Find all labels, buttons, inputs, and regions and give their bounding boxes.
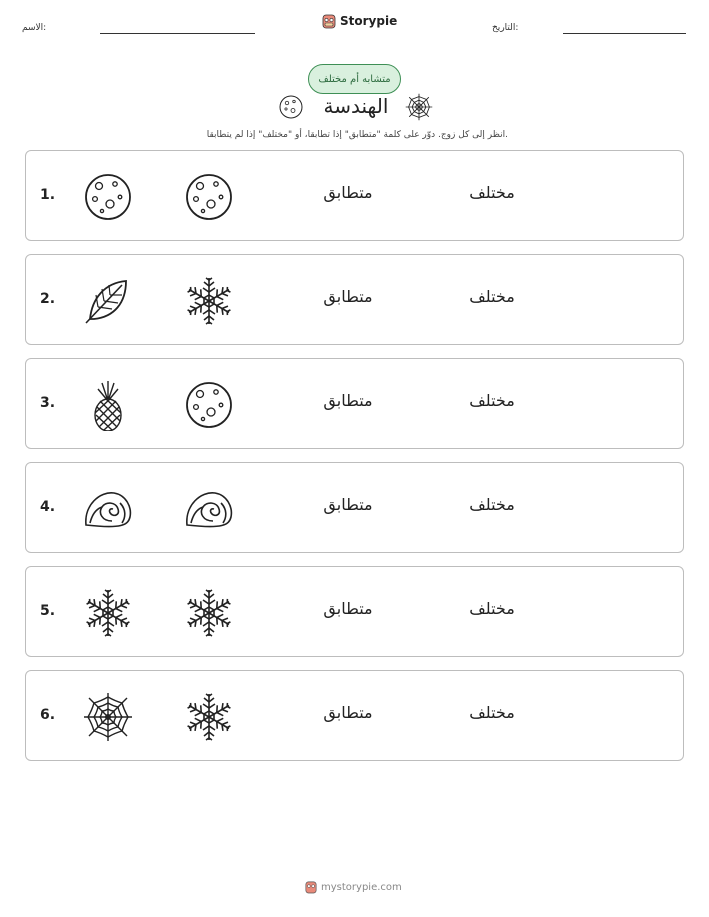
question-number: 2. — [40, 291, 56, 307]
spider-web-icon — [82, 691, 134, 743]
question-number: 6. — [40, 707, 56, 723]
footer — [305, 880, 402, 894]
spider-web-icon — [404, 92, 434, 122]
question-number: 5. — [40, 603, 56, 619]
option-different[interactable]: مختلف — [469, 287, 515, 306]
snail-shell-icon — [183, 483, 235, 535]
option-same[interactable]: متطابق — [323, 183, 373, 202]
option-same[interactable]: متطابق — [323, 599, 373, 618]
option-same[interactable]: متطابق — [323, 391, 373, 410]
question-row-5 — [25, 566, 684, 657]
moon-icon — [278, 94, 304, 120]
footer-site-link[interactable]: mystorypie.com — [321, 881, 402, 893]
page-title: الهندسة — [323, 94, 389, 118]
moon-icon — [183, 379, 235, 431]
question-number: 3. — [40, 395, 56, 411]
moon-icon — [183, 171, 235, 223]
date-line — [563, 33, 686, 34]
name-label: الاسم: — [22, 23, 47, 33]
brand-logo — [322, 13, 397, 29]
question-number: 4. — [40, 499, 56, 515]
storypie-mascot-icon — [305, 880, 317, 894]
option-different[interactable]: مختلف — [469, 703, 515, 722]
option-same[interactable]: متطابق — [323, 495, 373, 514]
snowflake-icon — [82, 587, 134, 639]
question-number: 1. — [40, 187, 56, 203]
option-same[interactable]: متطابق — [323, 287, 373, 306]
option-same[interactable]: متطابق — [323, 703, 373, 722]
question-row-3 — [25, 358, 684, 449]
date-label: التاريخ: — [492, 23, 519, 33]
leaf-icon — [82, 275, 134, 327]
topic-badge: متشابه أم مختلف — [308, 64, 401, 94]
snowflake-icon — [183, 587, 235, 639]
page-title-area — [270, 92, 440, 124]
question-row-2 — [25, 254, 684, 345]
snowflake-icon — [183, 275, 235, 327]
instructions-text: انظر إلى كل زوج. دوّر على كلمة "متطابق" إذا تطابقا، أو "مختلف" إذا لم يتطابقا. — [206, 130, 508, 140]
snail-shell-icon — [82, 483, 134, 535]
storypie-mascot-icon — [322, 13, 336, 29]
snowflake-icon — [183, 691, 235, 743]
option-different[interactable]: مختلف — [469, 599, 515, 618]
option-different[interactable]: مختلف — [469, 391, 515, 410]
name-line — [100, 33, 255, 34]
brand-name: Storypie — [340, 14, 398, 28]
question-row-1 — [25, 150, 684, 241]
question-row-4 — [25, 462, 684, 553]
option-different[interactable]: مختلف — [469, 183, 515, 202]
question-row-6 — [25, 670, 684, 761]
option-different[interactable]: مختلف — [469, 495, 515, 514]
moon-icon — [82, 171, 134, 223]
pineapple-icon — [82, 379, 134, 431]
